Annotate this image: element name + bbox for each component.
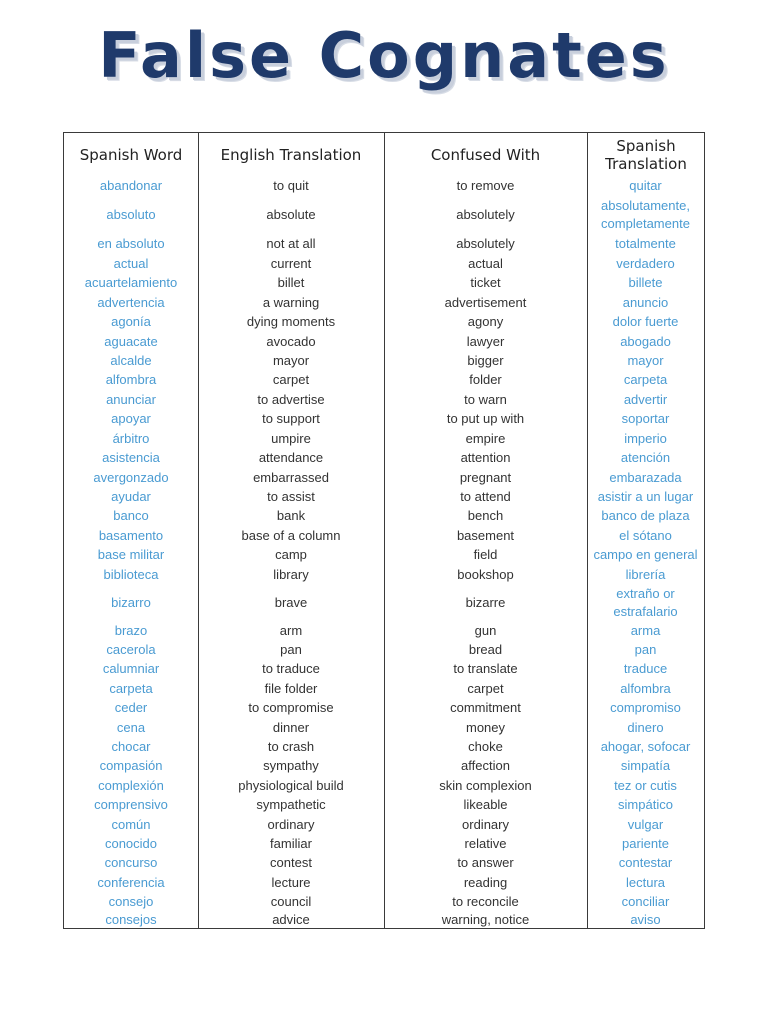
cell-confused-with: bench xyxy=(467,508,504,523)
table-row xyxy=(64,273,704,293)
table-row xyxy=(64,621,704,640)
table-row xyxy=(64,468,704,487)
table-row xyxy=(64,698,704,718)
cell-spanish-translation: atención xyxy=(620,450,671,465)
table-row xyxy=(64,679,704,698)
cell-confused-with: basement xyxy=(456,527,515,543)
cell-spanish-translation: embarazada xyxy=(609,469,682,485)
cell-confused-with: likeable xyxy=(463,797,508,812)
table-row xyxy=(64,873,704,892)
table-row xyxy=(64,776,704,795)
cell-english-translation: avocado xyxy=(266,333,316,349)
table-row xyxy=(64,254,704,273)
cell-spanish-translation: extraño or estrafalario xyxy=(613,585,678,619)
cell-confused-with: carpet xyxy=(467,680,504,696)
cell-confused-with: absolutely xyxy=(456,207,515,222)
cell-spanish-word: conferencia xyxy=(97,874,165,890)
cell-spanish-word: carpeta xyxy=(109,680,153,696)
cell-spanish-word: basamento xyxy=(98,527,164,543)
cell-english-translation: to assist xyxy=(267,488,315,504)
cell-confused-with: warning, notice xyxy=(441,912,530,927)
cell-spanish-translation: banco de plaza xyxy=(601,508,690,523)
cell-spanish-translation: absolutamente, completamente xyxy=(601,198,690,231)
cell-confused-with: bigger xyxy=(467,352,504,368)
cell-spanish-translation: simpatía xyxy=(620,758,671,773)
cell-confused-with: folder xyxy=(469,372,502,387)
cell-english-translation: to support xyxy=(262,411,320,426)
cell-spanish-word: conocido xyxy=(104,835,158,851)
cell-spanish-translation: advertir xyxy=(623,391,668,407)
cell-confused-with: skin complexion xyxy=(439,777,532,793)
cell-confused-with: to translate xyxy=(453,661,518,676)
cell-spanish-translation: tez or cutis xyxy=(614,777,677,793)
cell-spanish-translation: anuncio xyxy=(622,294,669,310)
cell-spanish-translation: campo en general xyxy=(593,547,698,562)
table-row xyxy=(64,565,704,584)
cell-spanish-translation: dolor fuerte xyxy=(612,314,679,329)
cell-spanish-translation: totalmente xyxy=(615,236,676,251)
cell-confused-with: to put up with xyxy=(446,411,525,426)
table-row xyxy=(64,390,704,409)
table-row xyxy=(64,834,704,853)
cell-spanish-translation: simpático xyxy=(618,797,673,812)
cell-spanish-word: asistencia xyxy=(102,450,160,465)
header-spanish-word: Spanish Word xyxy=(79,146,183,164)
cell-spanish-translation: compromiso xyxy=(610,700,681,715)
cell-spanish-translation: vulgar xyxy=(627,816,664,832)
table-row xyxy=(64,409,704,429)
table-row xyxy=(64,429,704,448)
cell-confused-with: lawyer xyxy=(466,333,505,349)
table-row xyxy=(64,448,704,468)
cell-english-translation: base of a column xyxy=(241,527,341,543)
cell-spanish-translation: carpeta xyxy=(623,372,668,387)
cell-english-translation: contest xyxy=(270,855,312,870)
cell-english-translation: sympathy xyxy=(263,758,319,773)
cell-confused-with: to reconcile xyxy=(452,894,519,909)
cell-spanish-translation: dinero xyxy=(627,719,664,735)
cell-english-translation: dinner xyxy=(272,719,310,735)
cell-english-translation: to compromise xyxy=(248,700,334,715)
cell-english-translation: to traduce xyxy=(262,661,320,676)
cell-confused-with: field xyxy=(473,547,498,562)
cell-english-translation: brave xyxy=(274,594,308,610)
cell-confused-with: absolutely xyxy=(456,236,515,251)
cell-spanish-translation: soportar xyxy=(621,411,670,426)
cell-spanish-word: complexión xyxy=(98,777,164,793)
cell-english-translation: familiar xyxy=(270,835,312,851)
cell-english-translation: advice xyxy=(272,912,310,927)
cell-spanish-word: anunciar xyxy=(106,391,156,407)
cell-spanish-translation: pan xyxy=(634,641,657,657)
cell-confused-with: ordinary xyxy=(462,816,509,832)
table-row xyxy=(64,912,704,928)
cell-english-translation: current xyxy=(270,255,312,271)
cell-spanish-word: actual xyxy=(113,255,149,271)
cell-spanish-word: bizarro xyxy=(111,594,151,610)
cell-spanish-word: común xyxy=(111,816,151,832)
cell-confused-with: bizarre xyxy=(465,594,506,610)
cell-spanish-translation: aviso xyxy=(630,912,661,927)
cell-english-translation: umpire xyxy=(271,430,311,446)
table-row xyxy=(64,718,704,737)
cell-spanish-word: acuartelamiento xyxy=(84,275,178,290)
cell-spanish-word: abandonar xyxy=(99,178,163,193)
cell-english-translation: to advertise xyxy=(257,391,325,407)
table-row xyxy=(64,293,704,312)
table-row xyxy=(64,370,704,390)
cell-confused-with: relative xyxy=(464,835,507,851)
cell-confused-with: reading xyxy=(463,874,508,890)
cell-english-translation: attendance xyxy=(258,450,324,465)
cell-english-translation: to crash xyxy=(267,738,315,754)
cell-confused-with: affection xyxy=(461,758,510,773)
cell-spanish-word: comprensivo xyxy=(94,797,168,812)
cell-confused-with: actual xyxy=(468,255,503,271)
page-title: False Cognates xyxy=(98,19,670,92)
table-row xyxy=(64,853,704,873)
table-row xyxy=(64,892,704,912)
cell-english-translation: a warning xyxy=(262,294,320,310)
cell-english-translation: dying moments xyxy=(246,314,336,329)
cell-confused-with: empire xyxy=(465,430,506,446)
cell-english-translation: library xyxy=(273,566,309,582)
table-row xyxy=(64,351,704,370)
cell-spanish-translation: lectura xyxy=(625,874,666,890)
cell-confused-with: attention xyxy=(460,450,511,465)
cell-spanish-word: biblioteca xyxy=(103,566,159,582)
table-row xyxy=(64,659,704,679)
cell-english-translation: billet xyxy=(277,275,305,290)
cell-spanish-word: árbitro xyxy=(112,430,150,446)
table-row xyxy=(64,332,704,351)
cell-english-translation: camp xyxy=(275,547,307,562)
cell-spanish-word: brazo xyxy=(114,622,148,638)
cell-english-translation: arm xyxy=(279,622,303,638)
cell-english-translation: sympathetic xyxy=(256,797,326,812)
table-row xyxy=(64,756,704,776)
cell-english-translation: not at all xyxy=(266,236,316,251)
table-row xyxy=(64,640,704,659)
cell-confused-with: advertisement xyxy=(444,294,527,310)
table-row xyxy=(64,584,704,621)
cell-english-translation: mayor xyxy=(272,352,310,368)
header-english-translation: English Translation xyxy=(220,146,362,164)
cell-spanish-translation: pariente xyxy=(622,835,669,851)
table-row xyxy=(64,526,704,545)
cell-english-translation: pan xyxy=(280,641,302,657)
cell-spanish-word: banco xyxy=(113,508,149,523)
table-row xyxy=(64,737,704,756)
cell-english-translation: file folder xyxy=(264,680,318,696)
header-spanish-translation: Spanish Translation xyxy=(605,137,687,173)
cell-spanish-word: consejo xyxy=(108,894,154,909)
table-row xyxy=(64,545,704,565)
cell-english-translation: lecture xyxy=(271,874,311,890)
cell-spanish-word: agonía xyxy=(111,314,151,329)
cell-spanish-word: consejos xyxy=(105,912,157,927)
cell-spanish-word: base militar xyxy=(97,547,165,562)
cell-spanish-word: alcalde xyxy=(110,352,152,368)
cell-spanish-translation: verdadero xyxy=(616,255,675,271)
cell-spanish-word: advertencia xyxy=(97,294,165,310)
cell-confused-with: to attend xyxy=(460,488,511,504)
cell-confused-with: ticket xyxy=(470,275,501,290)
table-row xyxy=(64,487,704,506)
table-row xyxy=(64,312,704,332)
table-row xyxy=(64,815,704,834)
cell-english-translation: carpet xyxy=(272,372,310,387)
cognates-table xyxy=(63,132,705,929)
cell-spanish-translation: arma xyxy=(630,622,661,638)
cell-english-translation: to quit xyxy=(273,178,309,193)
cell-confused-with: bookshop xyxy=(457,566,514,582)
cell-confused-with: agony xyxy=(467,314,504,329)
cell-spanish-word: cacerola xyxy=(106,641,156,657)
table-row xyxy=(64,506,704,526)
cell-spanish-word: ceder xyxy=(114,700,148,715)
table-row xyxy=(64,196,704,234)
cell-confused-with: to answer xyxy=(457,855,514,870)
cell-spanish-translation: abogado xyxy=(620,333,671,349)
cell-spanish-word: ayudar xyxy=(111,488,151,504)
cell-spanish-word: cena xyxy=(116,719,146,735)
cell-confused-with: to remove xyxy=(456,178,515,193)
table-header xyxy=(64,133,704,177)
cell-english-translation: embarrassed xyxy=(253,469,329,485)
cell-spanish-word: absoluto xyxy=(106,207,156,222)
cell-confused-with: bread xyxy=(468,641,503,657)
table-row xyxy=(64,234,704,254)
cell-spanish-word: alfombra xyxy=(105,372,157,387)
cell-spanish-word: aguacate xyxy=(104,333,158,349)
header-confused-with: Confused With xyxy=(430,146,541,164)
cell-spanish-translation: conciliar xyxy=(621,894,670,909)
cell-spanish-word: compasión xyxy=(99,758,163,773)
cell-spanish-word: concurso xyxy=(104,855,158,870)
cell-spanish-translation: quitar xyxy=(629,178,662,193)
cell-spanish-translation: billete xyxy=(628,275,663,290)
cell-confused-with: pregnant xyxy=(459,469,512,485)
cell-spanish-translation: traduce xyxy=(623,661,668,676)
cell-spanish-translation: librería xyxy=(625,566,666,582)
cell-english-translation: absolute xyxy=(266,207,316,222)
cell-english-translation: bank xyxy=(276,508,306,523)
cell-spanish-translation: contestar xyxy=(618,855,673,870)
cell-english-translation: council xyxy=(270,894,312,909)
cell-english-translation: physiological build xyxy=(238,777,344,793)
table-row xyxy=(64,176,704,196)
cell-confused-with: to warn xyxy=(464,391,507,407)
cell-spanish-word: chocar xyxy=(111,738,151,754)
cell-confused-with: commitment xyxy=(450,700,521,715)
cell-confused-with: choke xyxy=(468,738,503,754)
cell-english-translation: ordinary xyxy=(267,816,315,832)
cell-spanish-word: apoyar xyxy=(111,411,151,426)
table-row xyxy=(64,795,704,815)
cell-spanish-translation: el sótano xyxy=(619,527,672,543)
cell-spanish-word: avergonzado xyxy=(93,469,169,485)
cell-spanish-word: en absoluto xyxy=(97,236,165,251)
cell-spanish-word: calumniar xyxy=(102,661,160,676)
cell-confused-with: gun xyxy=(474,622,497,638)
cell-confused-with: money xyxy=(465,719,506,735)
cell-spanish-translation: alfombra xyxy=(620,680,671,696)
cell-spanish-translation: imperio xyxy=(624,430,667,446)
cell-spanish-translation: ahogar, sofocar xyxy=(600,738,691,754)
cell-spanish-translation: asistir a un lugar xyxy=(597,488,694,504)
cell-spanish-translation: mayor xyxy=(627,352,664,368)
